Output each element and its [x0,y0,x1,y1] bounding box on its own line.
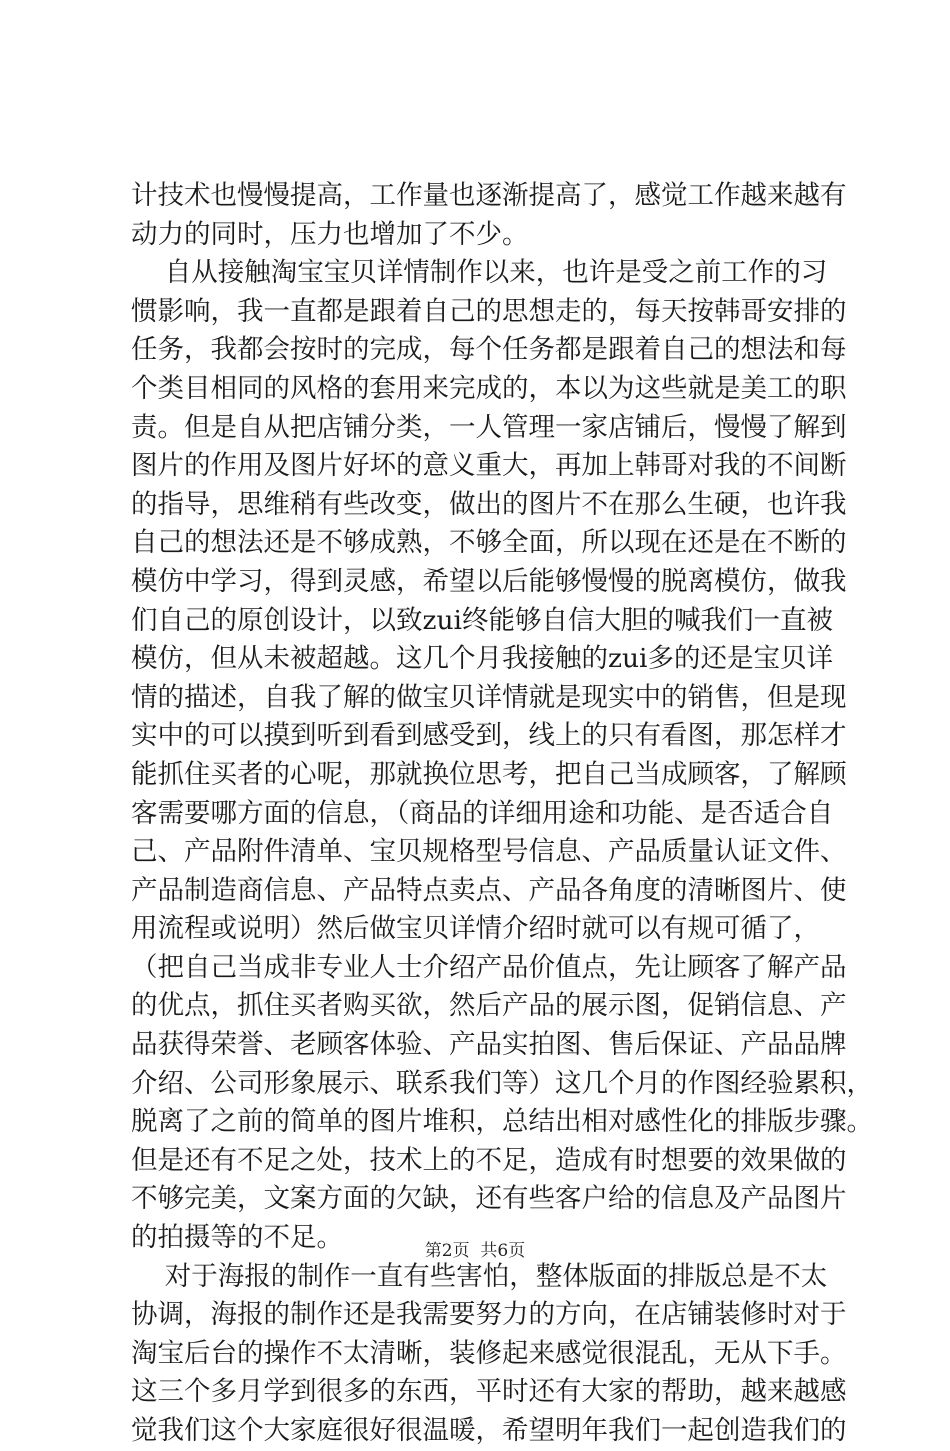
text-line: 但是还有不足之处，技术上的不足，造成有时想要的效果做的 [131,1144,847,1176]
text-line: 能抓住买者的心呢，那就换位思考，把自己当成顾客，了解顾 [131,758,847,790]
text-line: 惯影响，我一直都是跟着自己的思想走的，每天按韩哥安排的 [131,295,847,327]
text-line: 的拍摄等的不足。 [131,1222,343,1254]
text-line: 对于海报的制作一直有些害怕，整体版面的排版总是不太 [131,1260,828,1292]
text-line: 介绍、公司形象展示、联系我们等）这几个月的作图经验累积， [131,1067,873,1099]
text-line: 个类目相同的风格的套用来完成的，本以为这些就是美工的职 [131,372,847,404]
text-line: 产品制造商信息、产品特点卖点、产品各角度的清晰图片、使 [131,874,847,906]
text-line: 自己的想法还是不够成熟，不够全面，所以现在还是在不断的 [131,527,847,559]
text-line: 这三个多月学到很多的东西，平时还有大家的帮助，越来越感 [131,1376,847,1408]
text-line: 动力的同时，压力也增加了不少。 [131,218,529,250]
text-line: 脱离了之前的简单的图片堆积，总结出相对感性化的排版步骤。 [131,1106,873,1138]
text-line: 的指导，思维稍有些改变，做出的图片不在那么生硬，也许我 [131,488,847,520]
text-line: 情的描述，自我了解的做宝贝详情就是现实中的销售，但是现 [131,681,847,713]
text-line: （把自己当成非专业人士介绍产品价值点，先让顾客了解产品 [131,951,847,983]
text-line: 图片的作用及图片好坏的意义重大，再加上韩哥对我的不间断 [131,450,847,482]
text-line: 客需要哪方面的信息，（商品的详细用途和功能、是否适合自 [131,797,834,829]
text-line: 的优点，抓住买者购买欲，然后产品的展示图，促销信息、产 [131,990,847,1022]
text-line: 觉我们这个大家庭很好很温暖，希望明年我们一起创造我们的 [131,1415,847,1446]
text-line: 模仿中学习，得到灵感，希望以后能够慢慢的脱离模仿，做我 [131,565,847,597]
text-line: 己、产品附件清单、宝贝规格型号信息、产品质量认证文件、 [131,836,847,868]
text-line: 品获得荣誉、老顾客体验、产品实拍图、售后保证、产品品牌 [131,1029,847,1061]
text-line: 淘宝后台的操作不太清晰，装修起来感觉很混乱，无从下手。 [131,1337,847,1369]
text-line: 们自己的原创设计，以致zui终能够自信大胆的喊我们一直被 [131,604,834,636]
text-line: 责。但是自从把店铺分类，一人管理一家店铺后，慢慢了解到 [131,411,847,443]
text-line: 自从接触淘宝宝贝详情制作以来，也许是受之前工作的习 [131,257,828,289]
text-line: 实中的可以摸到听到看到感受到，线上的只有看图，那怎样才 [131,720,847,752]
text-line: 协调，海报的制作还是我需要努力的方向，在店铺装修时对于 [131,1299,847,1331]
text-line: 模仿，但从未被超越。这几个月我接触的zui多的还是宝贝详 [131,643,834,675]
text-line: 用流程或说明）然后做宝贝详情介绍时就可以有规可循了， [131,913,820,945]
page-number: 第2页 共6页 [424,1241,526,1261]
text-line: 计技术也慢慢提高，工作量也逐渐提高了，感觉工作越来越有 [131,180,847,211]
text-line: 不够完美，文案方面的欠缺，还有些客户给的信息及产品图片 [131,1183,847,1215]
text-line: 任务，我都会按时的完成，每个任务都是跟着自己的想法和每 [131,334,847,366]
